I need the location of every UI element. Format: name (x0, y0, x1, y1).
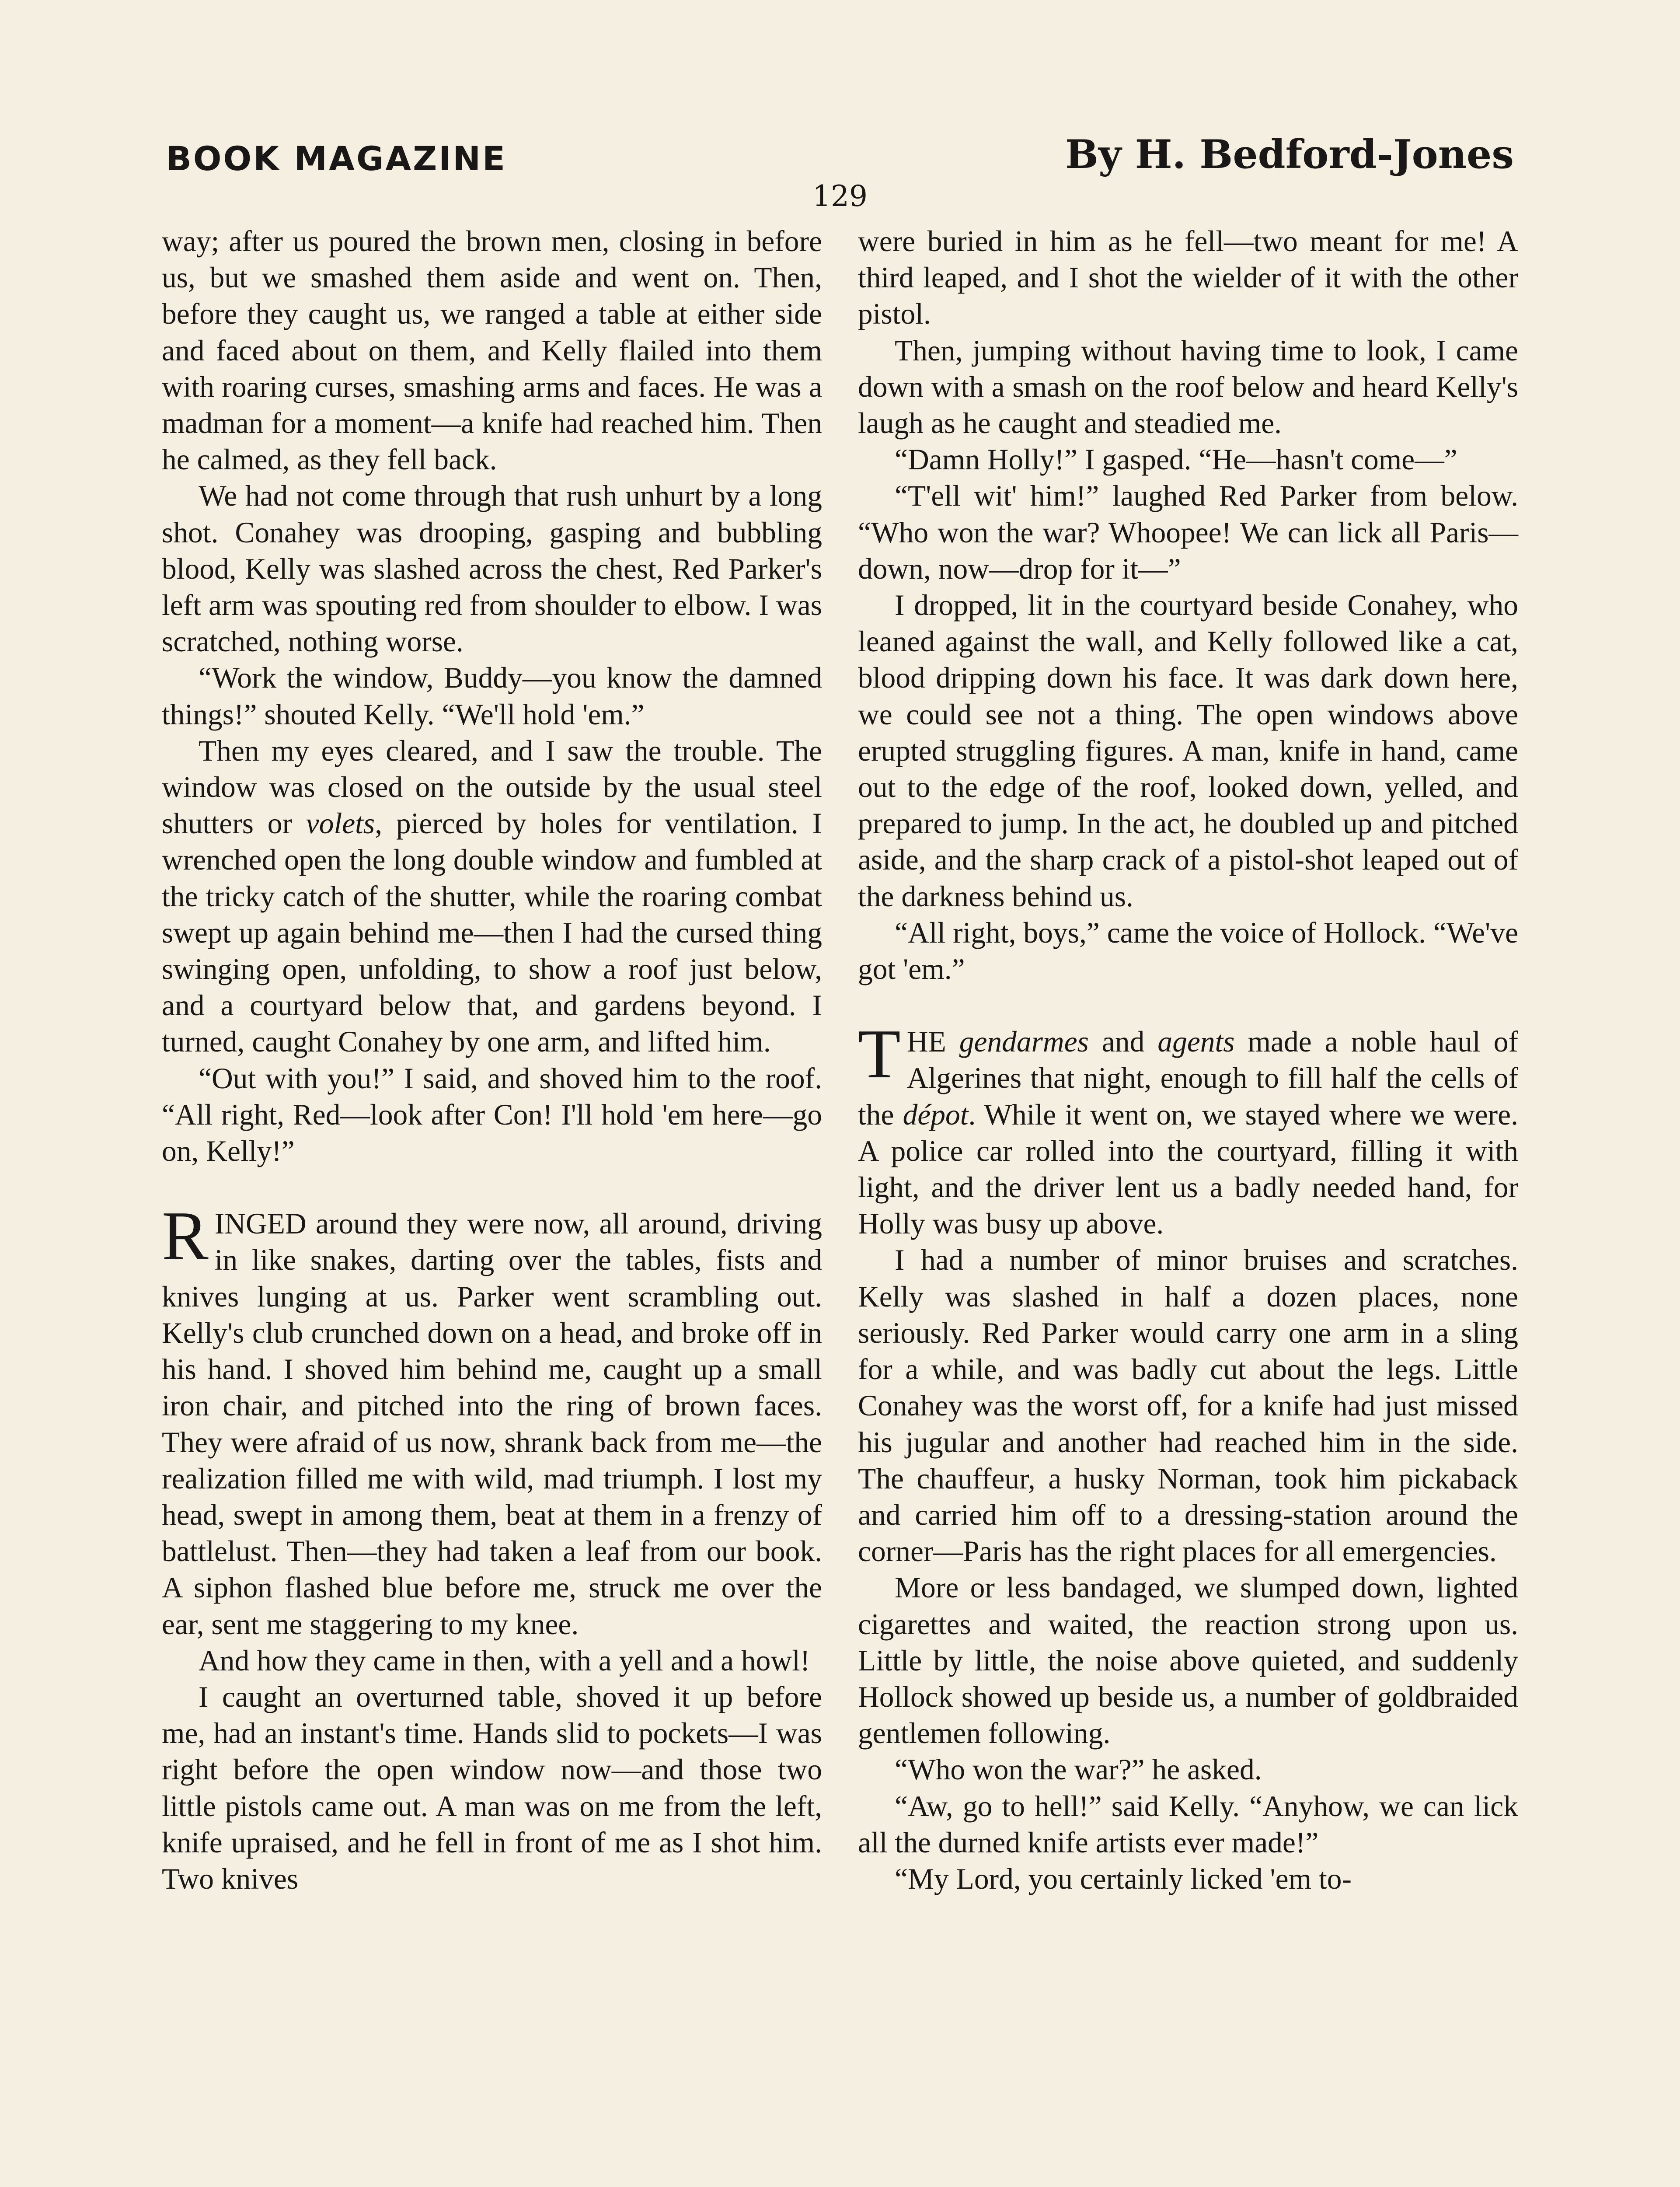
italic-term: gendarmes (959, 1025, 1089, 1059)
paragraph: “Who won the war?” he asked. (895, 1753, 1262, 1786)
paragraph: were buried in him as he fell—two meant for me! A third leaped, and I shot the wielder of it with the other pistol. (858, 225, 1518, 331)
drop-cap: R (162, 1197, 209, 1275)
paragraph: I caught an overturned table, shoved it up before me, had an instant's time. Hands slid to pockets—I was right before the open window now—and those two little pistols came out. A man was on me from the left, knife upraised, and he fell in front of me as I shot him. Two knives (162, 1680, 822, 1895)
paragraph: “Damn Holly!” I gasped. “He—hasn't come—” (895, 443, 1457, 476)
paragraph: “Work the window, Buddy—you know the damned things!” shouted Kelly. “We'll hold 'em.” (162, 661, 822, 731)
paragraph: I dropped, lit in the courtyard beside Conahey, who leaned against the wall, and Kelly followed like a cat, blood dripping down his face. It was dark down here, we could see not a thing. The open windows above erupted struggling figures. A man, knife in hand, came out to the edge of the roof, looked down, yelled, and prepared to jump. In the act, he doubled up and pitched aside, and the sharp crack of a pistol-shot leaped out of the darkness behind us. (858, 589, 1518, 913)
paragraph: I had a number of minor bruises and scratches. Kelly was slashed in half a dozen places, none seriously. Red Parker would carry one arm in a sling for a while, and was badly cut about the legs. Little Conahey was the worst off, for a knife had just missed his jugular and another had reached him in the side. The chauffeur, a husky Norman, took him pickaback and carried him off to a dressing-station around the corner—Paris has the right places for all emergencies. (858, 1244, 1518, 1568)
paragraph: way; after us poured the brown men, closing in before us, but we smashed them aside and went on. Then, before they caught us, we ranged a table at either side and faced about on them, and Kelly flailed into them with roaring curses, smashing arms and faces. He was a madman for a moment—a knife had reached him. Then he calmed, as they fell back. (162, 225, 822, 476)
right-column (858, 223, 1518, 1897)
magazine-title: BOOK MAGAZINE (166, 139, 507, 178)
paragraph: “Out with you!” I said, and shoved him to the roof. “All right, Red—look after Con! I'll hold 'em here—go on, Kelly!” (162, 1062, 822, 1168)
text-run: around they were now, all around, driving in like snakes, darting over the tables, fists and knives lunging at us. Parker went scrambling out. Kelly's club crunched down on a head, and broke off in his hand. I shoved him behind me, caught up a small iron chair, and pitched into the ring of brown faces. They were afraid of us now, shrank back from me—the realization filled me with wild, mad triumph. I lost my head, swept in among them, beat at them in a frenzy of battlelust. Then—they had taken a leaf from our book. A siphon flashed blue before me, struck me over the ear, sent me staggering to my knee. (162, 1207, 822, 1641)
page-number: 129 (812, 179, 868, 213)
text-run: , pierced by holes for ventilation. I wrenched open the long double window and fumbled at the tricky catch of the shutter, while the roaring combat swept up again behind me—then I had the cursed thing swinging open, unfolding, to show a roof just below, and a courtyard below that, and gardens beyond. I turned, caught Conahey by one arm, and lifted him. (162, 807, 822, 1059)
text-run: . While it went on, we stayed where we were. A police car rolled into the courtyard, filling it with light, and the driver lent us a badly needed hand, for Holly was busy up above. (858, 1098, 1518, 1240)
italic-term: dépot (903, 1098, 969, 1131)
left-column (162, 223, 822, 1897)
section-opening-paragraph (858, 1015, 1518, 1242)
paragraph: We had not come through that rush unhurt by a long shot. Conahey was drooping, gasping and bubbling blood, Kelly was slashed across the chest, Red Parker's left arm was spouting red from shoulder to elbow. I was scratched, nothing worse. (162, 479, 822, 658)
italic-term: volets (306, 807, 375, 840)
text-run: and (1088, 1025, 1158, 1059)
small-caps-lead: INGED (214, 1207, 307, 1240)
paragraph: “Aw, go to hell!” said Kelly. “Anyhow, we can lick all the durned knife artists ever made!” (858, 1789, 1518, 1859)
paragraph: More or less bandaged, we slumped down, lighted cigarettes and waited, the reaction strong upon us. Little by little, the noise above quieted, and suddenly Hollock showed up beside us, a number of goldbraided gentlemen following. (858, 1571, 1518, 1750)
text-run: made a noble haul of Algerines that night, enough to fill half the cells of the (858, 1025, 1518, 1131)
paragraph: And how they came in then, with a yell and a howl! (199, 1644, 810, 1677)
small-caps-lead: HE (906, 1025, 946, 1059)
italic-term: agents (1157, 1025, 1235, 1059)
author-byline: By H. Bedford-Jones (1065, 131, 1514, 178)
paragraph: “T'ell wit' him!” laughed Red Parker from below. “Who won the war? Whoopee! We can lick all Paris—down, now—drop for it—” (858, 479, 1518, 585)
text-run: Then my eyes cleared, and I saw the trouble. The window was closed on the outside by the usual steel shutters or (162, 734, 822, 840)
paragraph (162, 733, 822, 1060)
paragraph: “All right, boys,” came the voice of Hollock. “We've got 'em.” (858, 916, 1518, 986)
drop-cap: T (858, 1015, 901, 1093)
section-opening-paragraph (162, 1197, 822, 1642)
paragraph: “My Lord, you certainly licked 'em to- (895, 1862, 1352, 1895)
paragraph: Then, jumping without having time to look, I came down with a smash on the roof below and heard Kelly's laugh as he caught and steadied me. (858, 334, 1518, 440)
